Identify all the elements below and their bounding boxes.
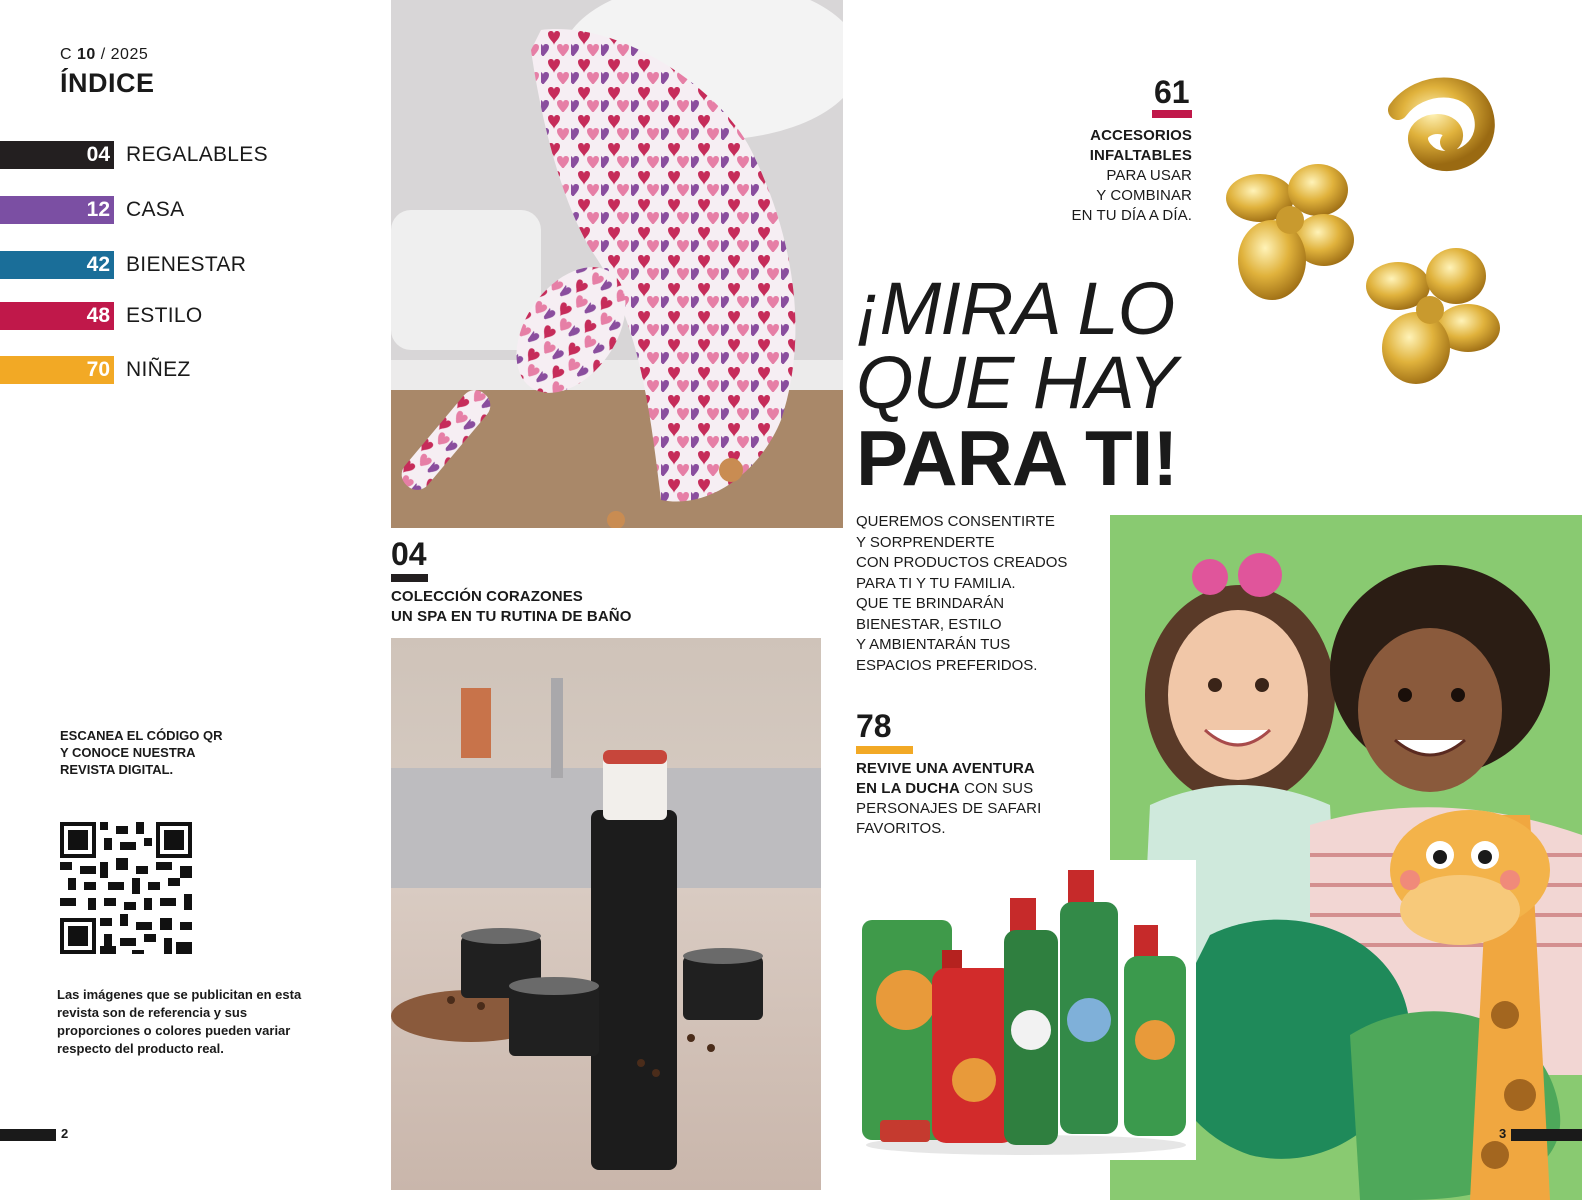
section-page-number: 04 xyxy=(391,536,427,572)
section-page-number: 61 xyxy=(1154,74,1190,110)
index-item-bienestar[interactable] xyxy=(0,251,246,279)
index-page-number: 12 xyxy=(0,196,114,224)
safari-products-photo xyxy=(856,860,1196,1160)
page-number-bar xyxy=(1511,1129,1582,1141)
disclaimer: Las imágenes que se publicitan en esta revista son de referencia y sus proporciones o colores pueden variar respecto del producto real. xyxy=(57,987,302,1056)
index-item-regalables[interactable] xyxy=(0,141,268,169)
section-underline xyxy=(856,746,913,754)
index-page-number: 42 xyxy=(0,251,114,279)
index-item-ninez[interactable] xyxy=(0,356,191,384)
index-title: ÍNDICE xyxy=(60,68,155,98)
gold-earrings-photo xyxy=(1220,70,1520,400)
section-underline xyxy=(1152,110,1192,118)
headline-line-1: ¡MIRA LO xyxy=(856,267,1175,350)
qr-code[interactable] xyxy=(60,822,192,954)
index-item-label: REGALABLES xyxy=(126,143,268,166)
thermos-set-photo xyxy=(391,638,821,1190)
index-item-label: ESTILO xyxy=(126,304,203,327)
estilo-caption: ACCESORIOS INFALTABLES PARA USAR Y COMBINAR EN TU DÍA A DÍA. xyxy=(1071,127,1192,224)
qr-instructions: ESCANEA EL CÓDIGO QR Y CONOCE NUESTRA REVISTA DIGITAL. xyxy=(60,728,223,777)
index-item-casa[interactable] xyxy=(0,196,184,224)
page-number-left: 2 xyxy=(61,1126,69,1141)
headline-line-2: QUE HAY xyxy=(856,341,1177,424)
index-page-number: 70 xyxy=(0,356,114,384)
index-item-estilo[interactable] xyxy=(0,302,203,330)
campaign-label: C 10 / 2025 xyxy=(60,46,149,63)
hearts-towel-photo xyxy=(391,0,843,528)
index-item-label: NIÑEZ xyxy=(126,358,191,381)
section-underline xyxy=(391,574,428,582)
intro-paragraph: QUEREMOS CONSENTIRTE Y SORPRENDERTE CON PRODUCTOS CREADOS PARA TI Y TU FAMILIA. QUE TE BRINDARÁN BIENESTAR, ESTILO Y AMBIENTARÁN TUS ESPACIOS PREFERIDOS. xyxy=(856,513,1068,674)
index-page-number: 04 xyxy=(0,141,114,169)
ninez-caption: REVIVE UNA AVENTURA EN LA DUCHA CON SUS PERSONAJES DE SAFARI FAVORITOS. xyxy=(856,760,1042,837)
section-page-number: 78 xyxy=(856,708,892,744)
regalables-caption: COLECCIÓN CORAZONES UN SPA EN TU RUTINA DE BAÑO xyxy=(391,588,632,625)
index-item-label: BIENESTAR xyxy=(126,253,247,276)
index-page-number: 48 xyxy=(0,302,114,330)
index-item-label: CASA xyxy=(126,198,185,221)
page-number-right: 3 xyxy=(1499,1126,1507,1141)
page-number-bar xyxy=(0,1129,56,1141)
headline-line-3: PARA TI! xyxy=(856,414,1178,502)
